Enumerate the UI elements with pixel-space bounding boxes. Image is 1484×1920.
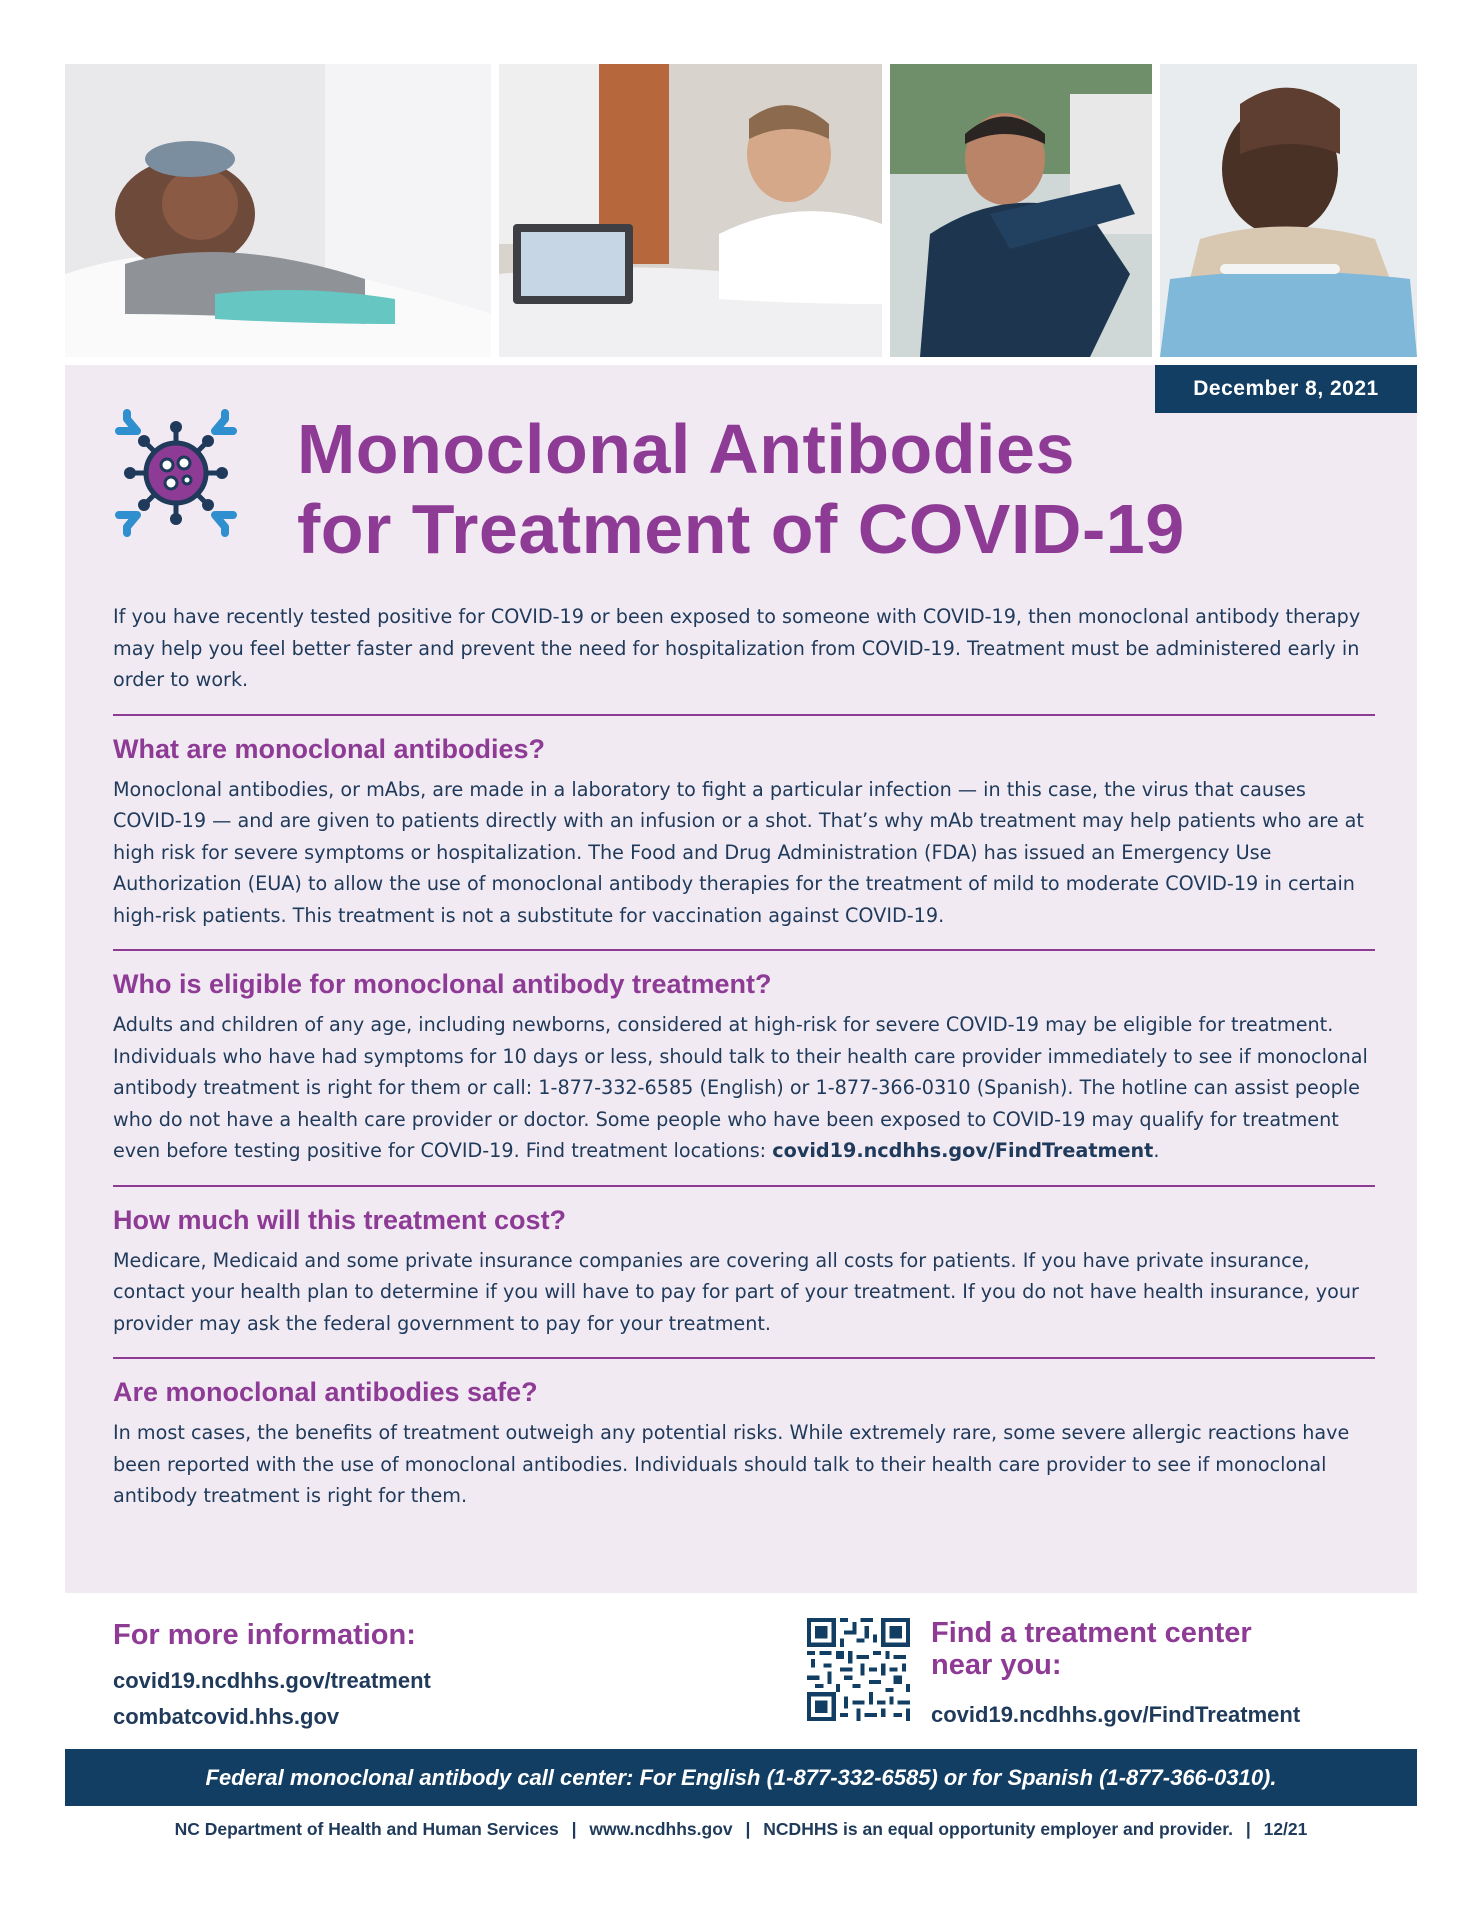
footer-org: NC Department of Health and Human Services [174,1819,559,1839]
treatment-info-link[interactable]: covid19.ncdhhs.gov/treatment [113,1668,431,1693]
woman-resting-in-bed-photo [65,64,491,357]
section-safety [113,1375,1375,1512]
footer-site-link[interactable]: www.ncdhhs.gov [589,1819,733,1839]
section-divider [113,1357,1375,1359]
date-badge: December 8, 2021 [1155,365,1417,413]
find-center-heading [931,1617,1300,1681]
section-body [113,1009,1375,1167]
combat-covid-link[interactable]: combatcovid.hhs.gov [113,1704,340,1729]
footer-separator: | [571,1819,577,1839]
more-info-heading: For more information: [113,1619,416,1651]
section-divider [113,1185,1375,1187]
man-telehealth-laptop-photo [499,64,882,357]
man-thermometer-photo [1160,64,1417,357]
intro-paragraph: If you have recently tested positive for COVID-19 or been exposed to someone with COVID-19, then monoclonal antibody therapy may help you feel better faster and prevent the need for hospitalization from COVID-19. Treatment must be administered early in order to work. [113,605,1361,691]
section-divider [113,714,1375,716]
section-body-suffix: . [1153,1139,1160,1162]
more-info-block [113,1617,431,1735]
title-line-1: Monoclonal Antibodies [297,410,1075,488]
footer-code: 12/21 [1263,1819,1308,1839]
section-what-are-mabs [113,732,1375,932]
find-center-block [931,1617,1300,1733]
section-heading: Are monoclonal antibodies safe? [113,1377,538,1407]
main-content [113,601,1375,1512]
section-body: In most cases, the benefits of treatment outweigh any potential risks. While extremely rare, some severe allergic reactions have been reported with the use of monoclonal antibodies. Individuals should talk to their health care provider to see if monoclonal antibody treatment is right for them. [113,1421,1350,1507]
section-body: Monoclonal antibodies, or mAbs, are made in a laboratory to fight a particular infection — in this case, the virus that causes COVID-19 — and are given to patients directly with an infusion or a shot. That’s why mAb treatment may help patients who are at high risk for severe symptoms or hospitalization. The Food and Drug Administration (FDA) has issued an Emergency Use Authorization (EUA) to allow the use of monoclonal antibody therapies for the treatment of mild to moderate COVID-19 in certain high-risk patients. This treatment is not a substitute for vaccination against COVID-19. [113,777,1364,927]
woman-coughing-photo [890,64,1152,357]
find-center-heading-line-2: near you: [931,1649,1062,1681]
section-heading: How much will this treatment cost? [113,1204,567,1235]
section-cost [113,1203,1375,1340]
section-heading: What are monoclonal antibodies? [113,733,546,764]
footer-eeo: NCDHHS is an equal opportunity employer and provider. [763,1819,1233,1839]
find-treatment-link[interactable]: covid19.ncdhhs.gov/FindTreatment [772,1139,1154,1162]
content-panel [65,365,1417,1593]
page-title [297,409,1185,569]
section-body: Medicare, Medicaid and some private insurance companies are covering all costs for patients. If you have private insurance, contact your health plan to determine if you will have to pay for part of your treatment. If you do not have health insurance, your provider may ask the federal government to pay for your treatment. [113,1248,1359,1335]
call-center-banner: Federal monoclonal antibody call center: For English (1-877-332-6585) or for Spanish (1-877-366-0310). [65,1749,1417,1806]
qr-code-icon[interactable] [807,1618,910,1721]
section-heading: Who is eligible for monoclonal antibody treatment? [113,969,772,999]
section-eligibility [113,967,1375,1167]
virus-icon [113,409,239,537]
find-center-heading-line-1: Find a treatment center [931,1617,1252,1649]
footer-line [65,1819,1417,1840]
footer-separator: | [1245,1819,1251,1839]
section-divider [113,949,1375,951]
section-body-text: Adults and children of any age, including newborns, considered at high-risk for severe COVID-19 may be eligible for treatment. Individuals who have had symptoms for 10 days or less, should talk to their health care provider immediately to see if monoclonal antibody treatment is right for them or call: 1-877-332-6585 (English) or 1-877-366-0310 (Spanish). The hotline can assist people who do not have a health care provider or doctor. Some people who have been exposed to COVID-19 may qualify for treatment even before testing positive for COVID-19. Find treatment locations: [113,1013,1368,1162]
footer-separator: | [745,1819,751,1839]
header-photo-strip [65,64,1417,357]
find-treatment-footer-link[interactable]: covid19.ncdhhs.gov/FindTreatment [931,1702,1301,1727]
title-line-2: for Treatment of COVID-19 [297,490,1185,568]
